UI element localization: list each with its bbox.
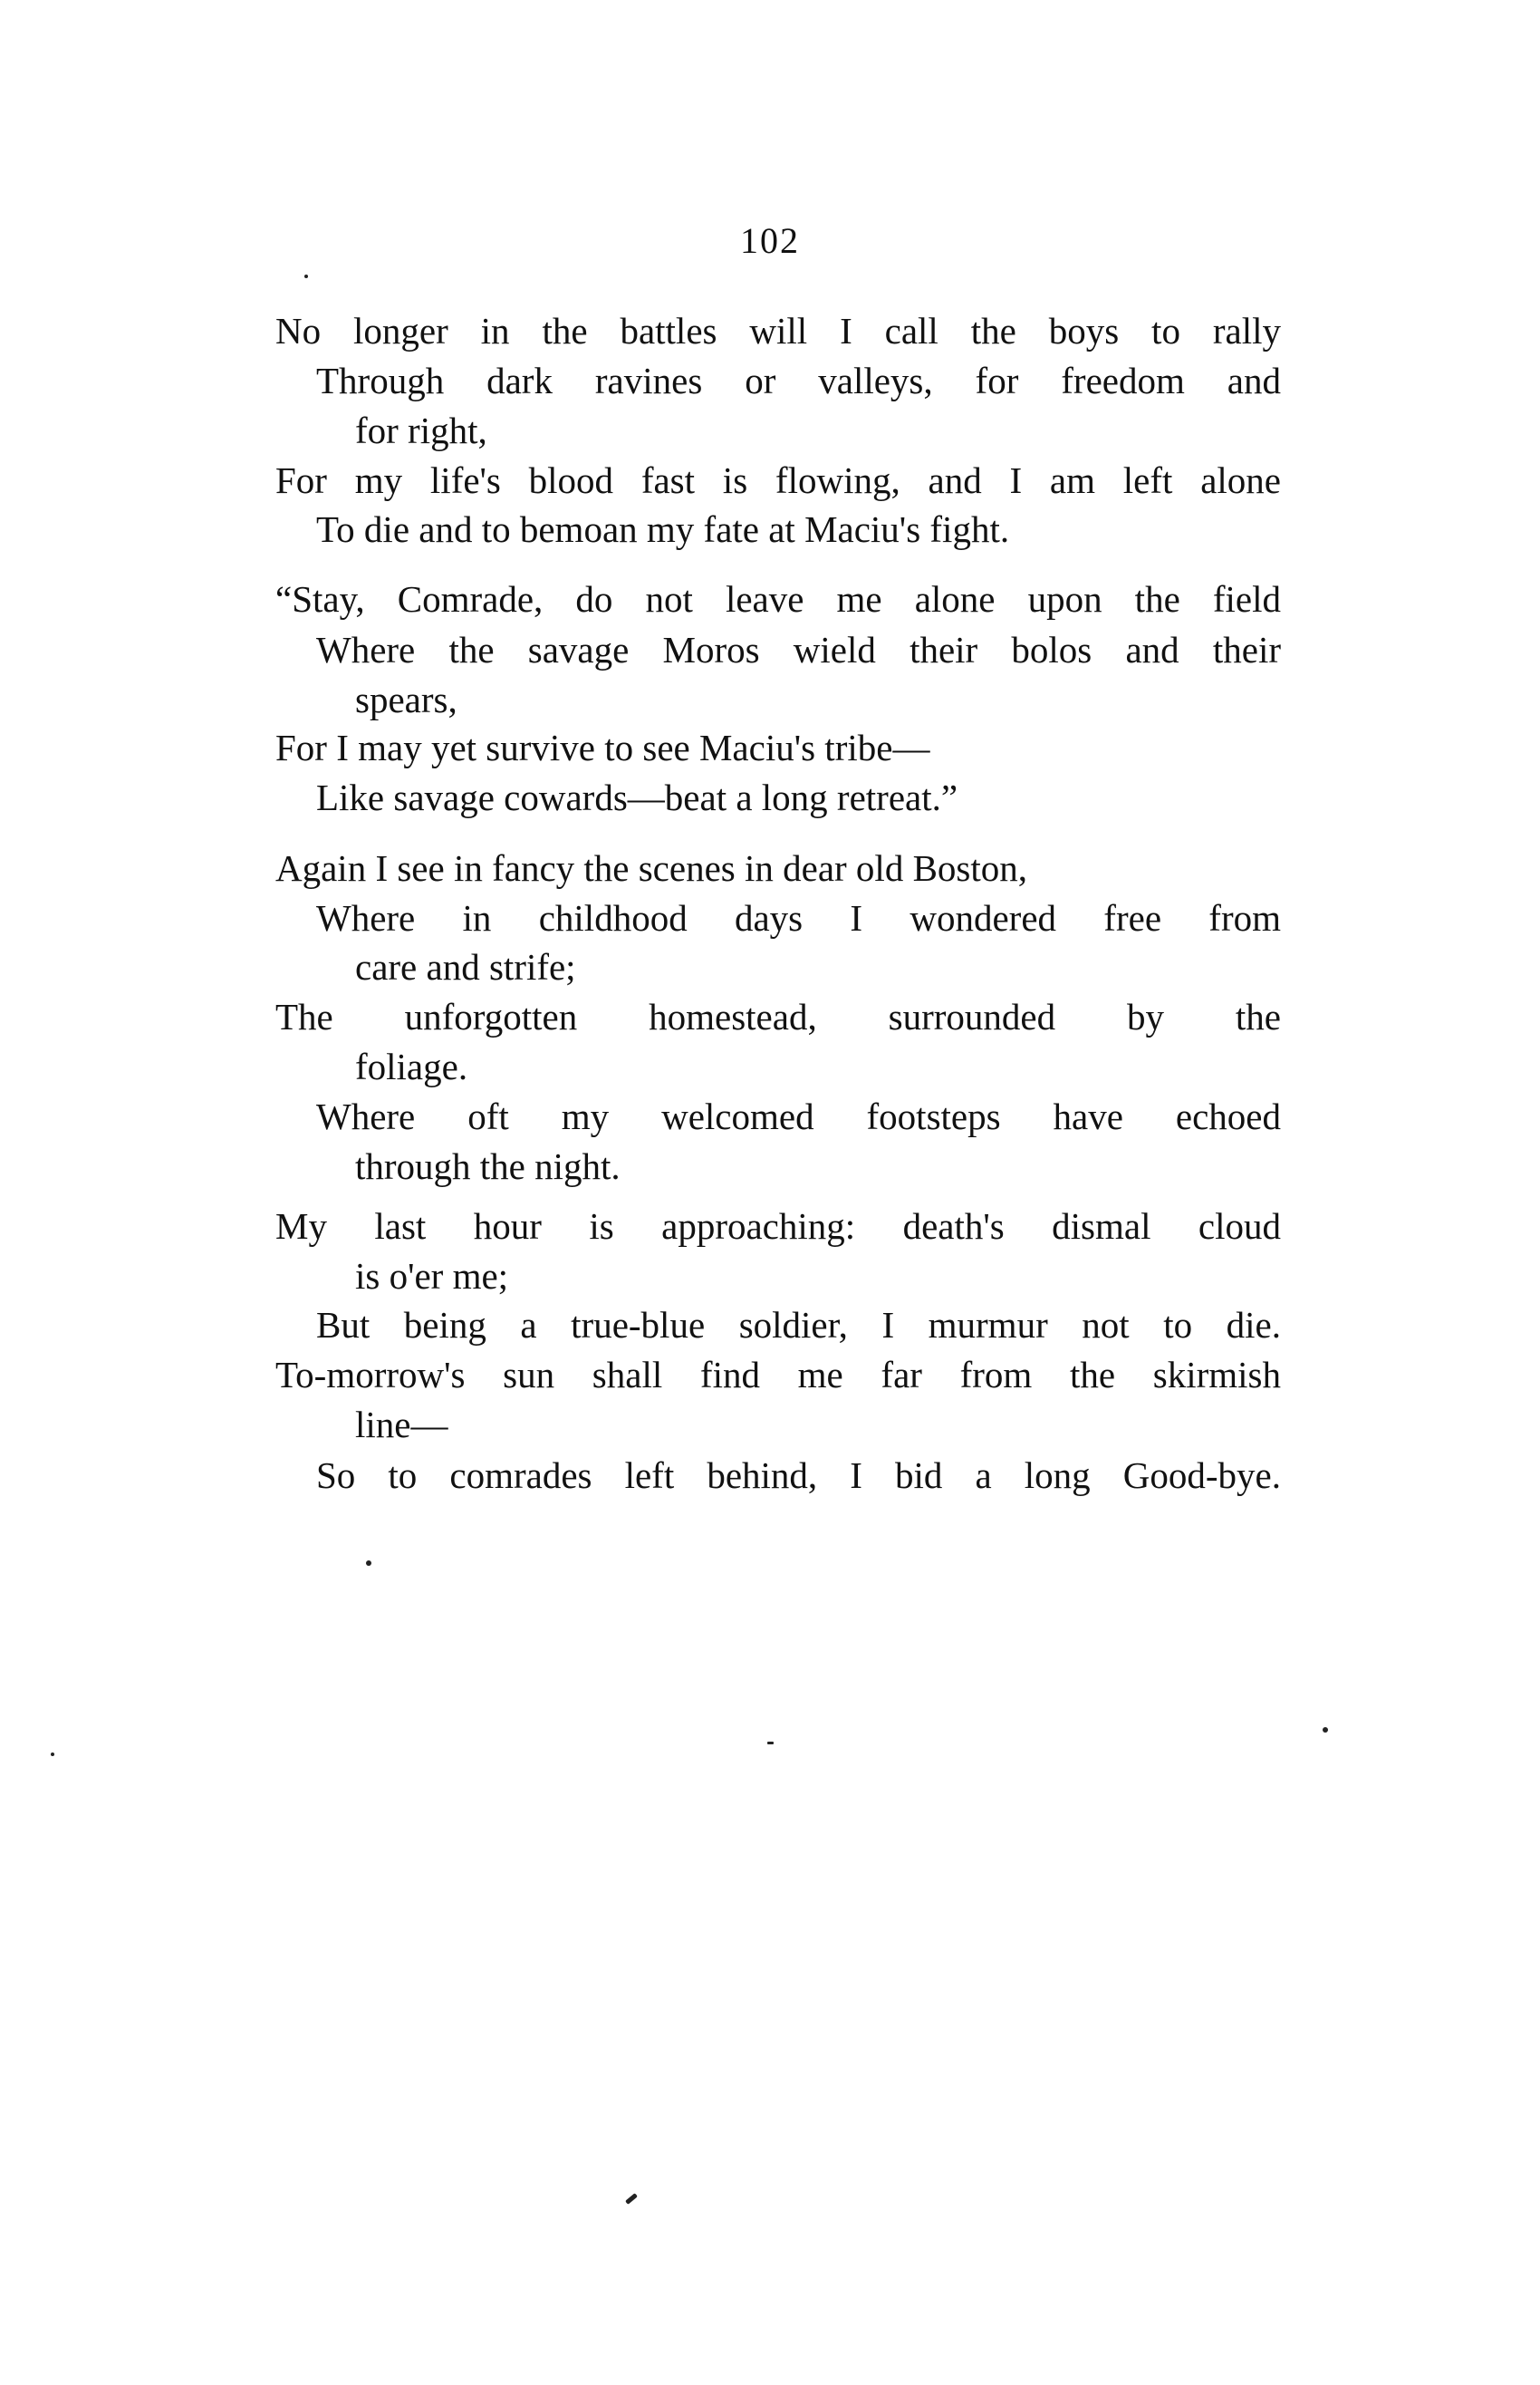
poem-line: is o'er me; bbox=[355, 1255, 509, 1297]
poem-line: Again I see in fancy the scenes in dear old Boston, bbox=[275, 847, 1028, 889]
poem-line: foliage. bbox=[355, 1046, 468, 1087]
scan-speck bbox=[366, 1560, 371, 1566]
poem-line: care and strife; bbox=[355, 946, 576, 988]
poem-line: To-morrow's sun shall find me far from the skirmish bbox=[275, 1354, 1281, 1395]
poem-line: Where in childhood days I wondered free from bbox=[316, 897, 1281, 939]
poem-line: So to comrades left behind, I bid a long Good-bye. bbox=[316, 1454, 1281, 1496]
poem-line: line— bbox=[355, 1404, 448, 1445]
poem-line: No longer in the battles will I call the boys to rally bbox=[275, 310, 1281, 352]
poem-line: But being a true-blue soldier, I murmur not to die. bbox=[316, 1304, 1281, 1346]
poem-line: My last hour is approaching: death's dismal cloud bbox=[275, 1205, 1281, 1247]
poem-line: Where the savage Moros wield their bolos and their bbox=[316, 629, 1281, 671]
poem-line: For I may yet survive to see Maciu's tribe— bbox=[275, 727, 930, 768]
poem-line: For my life's blood fast is flowing, and I am left alone bbox=[275, 459, 1281, 501]
scan-speck bbox=[625, 2193, 638, 2205]
scan-speck bbox=[51, 1753, 54, 1756]
scan-speck bbox=[767, 1742, 774, 1744]
poem-line: spears, bbox=[355, 679, 457, 720]
poem-line: for right, bbox=[355, 410, 487, 451]
poem-line: The unforgotten homestead, surrounded by the bbox=[275, 996, 1281, 1038]
poem-line: Like savage cowards—beat a long retreat.” bbox=[316, 777, 958, 818]
poem-line: Through dark ravines or valleys, for freedom and bbox=[316, 360, 1281, 401]
page-number: 102 bbox=[740, 220, 800, 261]
poem-line: through the night. bbox=[355, 1145, 621, 1187]
poem-line: Where oft my welcomed footsteps have echoed bbox=[316, 1096, 1281, 1137]
poem-line: “Stay, Comrade, do not leave me alone upon the field bbox=[275, 578, 1281, 620]
scan-speck bbox=[304, 275, 308, 278]
scan-speck bbox=[1323, 1727, 1328, 1733]
poem-line: To die and to bemoan my fate at Maciu's fight. bbox=[316, 508, 1010, 550]
